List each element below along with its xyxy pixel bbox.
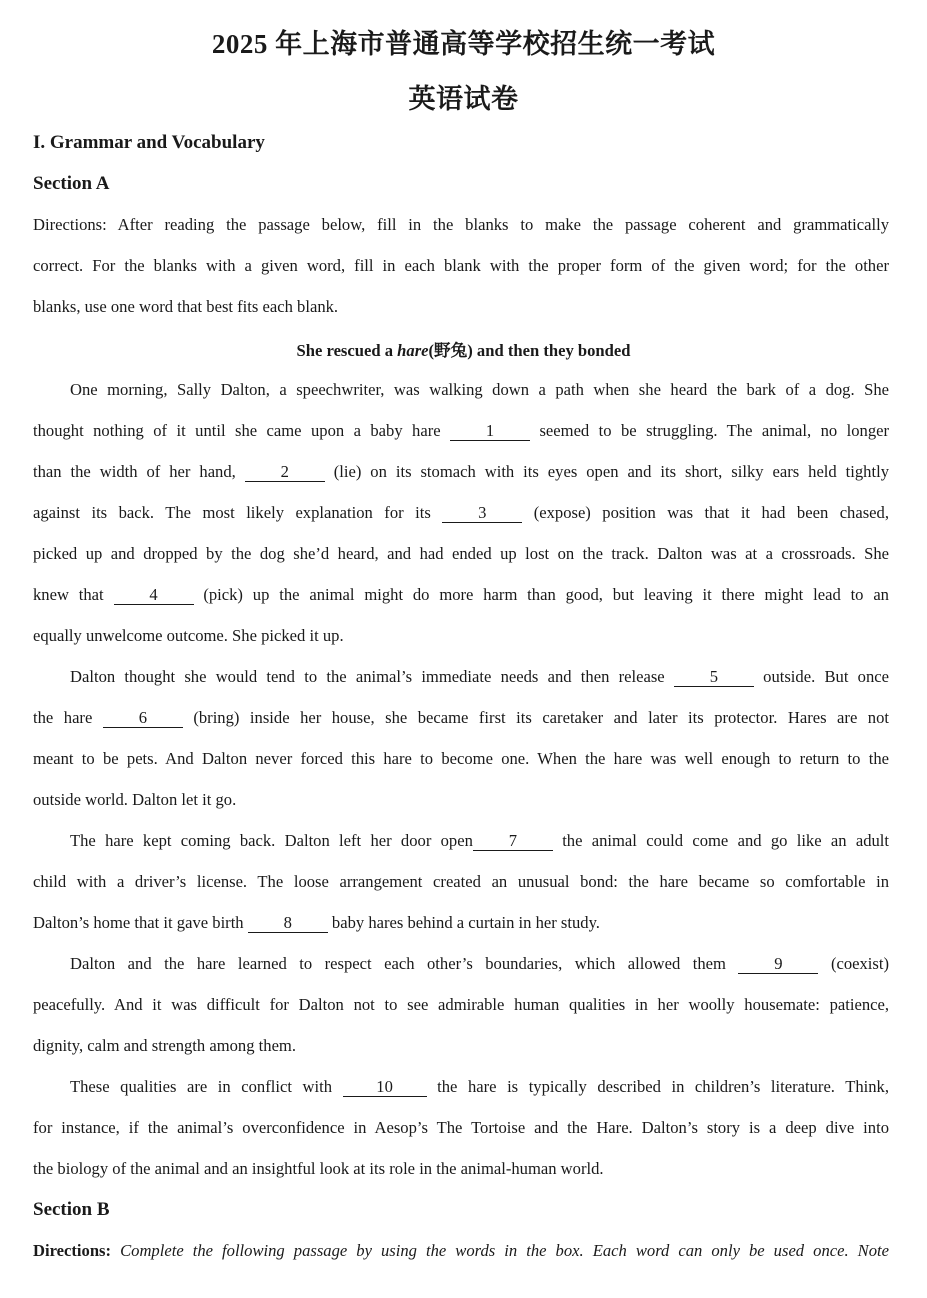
- directions-line: Directions: After reading the passage below, fill in the blanks to make the passage coherent and grammatically: [33, 215, 889, 234]
- passage-line: [33, 1158, 889, 1180]
- section-b-directions: [33, 1240, 889, 1262]
- answer-blank-10[interactable]: 10: [343, 1078, 427, 1097]
- passage-line: [33, 994, 889, 1016]
- passage-title-italic: hare: [397, 341, 429, 360]
- text: These qualities are in conflict with: [70, 1077, 343, 1096]
- answer-blank-7[interactable]: 7: [473, 832, 553, 851]
- directions-text: Complete the following passage by using the words in the box. Each word can only be used once. Note: [111, 1241, 889, 1260]
- text: picked up and dropped by the dog she’d heard, and had ended up lost on the track. Dalton was at a crossroads. She: [33, 544, 889, 563]
- text: The hare kept coming back. Dalton left her door open: [70, 831, 473, 850]
- section-b-heading: Section B: [33, 1199, 110, 1220]
- answer-blank-3[interactable]: 3: [442, 504, 522, 523]
- directions-line: blanks, use one word that best fits each blank.: [33, 297, 339, 316]
- passage-line: [33, 912, 889, 934]
- passage-line: [70, 666, 889, 688]
- passage-line: [70, 1076, 889, 1098]
- passage-line: [33, 748, 889, 770]
- text: peacefully. And it was difficult for Dalton not to see admirable human qualities in her woolly housemate: patience,: [33, 995, 889, 1014]
- text: the animal could come and go like an adult: [552, 831, 890, 850]
- text: against its back. The most likely explanation for its: [33, 503, 443, 522]
- passage-line: [33, 1117, 889, 1139]
- text: dignity, calm and strength among them.: [33, 1036, 296, 1055]
- text: Dalton and the hare learned to respect each other’s boundaries, which allowed them: [70, 954, 739, 973]
- passage-line: [33, 584, 889, 606]
- passage-title-post: (野兔) and then they bonded: [428, 341, 631, 360]
- answer-blank-9[interactable]: 9: [738, 955, 818, 974]
- passage-title-pre: She rescued a: [296, 341, 398, 360]
- part-heading: I. Grammar and Vocabulary: [33, 132, 265, 153]
- answer-blank-1[interactable]: 1: [450, 422, 530, 441]
- answer-blank-8[interactable]: 8: [248, 914, 328, 933]
- passage-line: [70, 953, 889, 975]
- text: the biology of the animal and an insightful look at its role in the animal-human world.: [33, 1159, 604, 1178]
- answer-blank-5[interactable]: 5: [674, 668, 754, 687]
- passage-line: [70, 830, 889, 852]
- passage-line: [33, 543, 889, 565]
- answer-blank-6[interactable]: 6: [103, 709, 183, 728]
- passage-line: [33, 461, 889, 483]
- text: knew that: [33, 585, 114, 604]
- section-a-heading: Section A: [33, 173, 110, 194]
- passage-line: [33, 625, 889, 647]
- directions-label: Directions:: [33, 1241, 112, 1260]
- text: Dalton thought she would tend to the animal’s immediate needs and then release: [70, 667, 674, 686]
- text: (bring) inside her house, she became first its caretaker and later its protector. Hares are not: [182, 708, 890, 727]
- text: the hare: [33, 708, 103, 727]
- exam-subtitle: 英语试卷: [408, 84, 519, 114]
- text: (lie) on its stomach with its eyes open and its short, silky ears held tightly: [324, 462, 889, 481]
- text: equally unwelcome outcome. She picked it up.: [33, 626, 344, 645]
- text: outside world. Dalton let it go.: [33, 790, 237, 809]
- directions-line: correct. For the blanks with a given word, fill in each blank with the proper form of the given word; for the other: [33, 256, 889, 275]
- text: (coexist): [818, 954, 889, 973]
- text: meant to be pets. And Dalton never forced this hare to become one. When the hare was well enough to return to the: [33, 749, 889, 768]
- text: Dalton’s home that it gave birth: [33, 913, 248, 932]
- text: outside. But once: [753, 667, 889, 686]
- passage-line: [33, 871, 889, 893]
- passage-line: [33, 789, 889, 811]
- text: baby hares behind a curtain in her study.: [327, 913, 600, 932]
- text: for instance, if the animal’s overconfidence in Aesop’s The Tortoise and the Hare. Dalton’s story is a deep dive into: [33, 1118, 889, 1137]
- answer-blank-2[interactable]: 2: [245, 463, 325, 482]
- passage-line: [33, 420, 889, 442]
- passage-line: [33, 1035, 889, 1057]
- answer-blank-4[interactable]: 4: [114, 586, 194, 605]
- text: child with a driver’s license. The loose arrangement created an unusual bond: the hare became so comfortable in: [33, 872, 889, 891]
- text: One morning, Sally Dalton, a speechwriter, was walking down a path when she heard the bark of a dog. She: [70, 380, 889, 399]
- text: than the width of her hand,: [33, 462, 245, 481]
- text: (pick) up the animal might do more harm than good, but leaving it there might lead to an: [193, 585, 889, 604]
- text: the hare is typically described in children’s literature. Think,: [426, 1077, 889, 1096]
- text: (expose) position was that it had been chased,: [522, 503, 889, 522]
- text: seemed to be struggling. The animal, no longer: [530, 421, 890, 440]
- passage-line: [33, 502, 889, 524]
- passage-line: [70, 379, 889, 401]
- text: thought nothing of it until she came upon a baby hare: [33, 421, 451, 440]
- passage-title: [0, 337, 927, 361]
- passage-line: [33, 707, 889, 729]
- exam-title: 2025 年上海市普通高等学校招生统一考试: [211, 29, 716, 59]
